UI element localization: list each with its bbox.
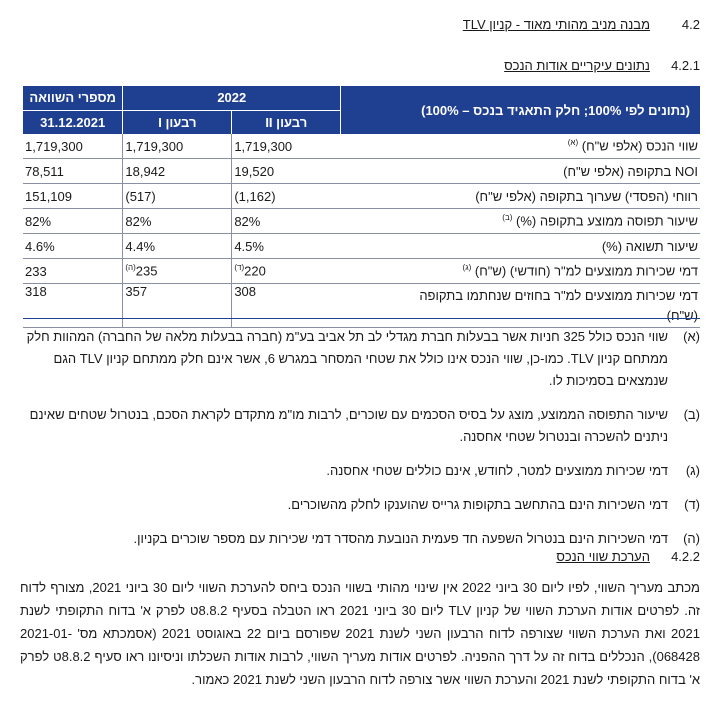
row-label: דמי שכירות ממוצעים למ"ר (חודשי) (ש"ח) $^{(ג)}$ (341, 259, 700, 284)
subsection-title-1: נתונים עיקריים אודות הנכס (504, 58, 650, 73)
footnote-mark: (ד) (684, 497, 700, 512)
footnote-ref: (ד) (234, 263, 245, 273)
cell-q1: 1,719,300 (123, 134, 232, 159)
row-label: שיעור תשואה (%) (341, 234, 700, 259)
section-title: מבנה מניב מהותי מאוד - קניון TLV (462, 17, 650, 32)
subsection-heading-2 (556, 549, 700, 564)
row-label: דמי שכירות ממוצעים למ"ר בחוזים שנחתמו בתקופה (ש"ח) (341, 284, 700, 328)
table-row (23, 209, 700, 234)
row-label: שווי הנכס (אלפי ש"ח) $^{(א)}$ (341, 134, 700, 159)
footnotes (20, 326, 700, 562)
footnote-ref: (ג) (462, 263, 472, 273)
cell-q1: $^{(ה)}$235 (123, 259, 232, 284)
footnote-mark: (ה) (683, 531, 700, 546)
footnote-mark: (א) (683, 329, 700, 344)
cell-q2: 82% (232, 209, 341, 234)
cell-q1: 4.4% (123, 234, 232, 259)
subsection-number-1: 4.2.1 (671, 58, 700, 73)
footnote-text: דמי שכירות ממוצעים למטר, לחודש, אינם כוללים שטחי אחסנה. (326, 463, 668, 478)
table-row-header: (נתונים לפי 100%; חלק התאגיד בנכס – 100%) (341, 86, 700, 134)
cell-q1: 18,942 (123, 159, 232, 184)
cell-q1: (517) (123, 184, 232, 209)
subsection-number-2: 4.2.2 (671, 549, 700, 564)
footnote-ref: (ה) (125, 263, 136, 273)
cell-compare: 233 (23, 259, 123, 284)
footnote (20, 404, 700, 448)
cell-q2: $^{(ד)}$220 (232, 259, 341, 284)
year-header: 2022 (123, 86, 341, 110)
footnote-ref: (ב) (502, 213, 513, 223)
col-date-header: 31.12.2021 (23, 110, 123, 134)
table-row (23, 259, 700, 284)
row-label: NOI בתקופה (אלפי ש"ח) (341, 159, 700, 184)
footnote-text: דמי השכירות הינם בנטרול השפעה חד פעמית הנובעת מהסדר דמי שכירות עם מספר שוכרים בקניון. (133, 531, 668, 546)
footnote-text: שווי הנכס כולל 325 חניות אשר בבעלות חברת מגדלי לב תל אביב בע"מ (חברה בבעלות מלאה של החברה) המהוות חלק ממתחם קניון TLV. כמו-כן, שווי הנכס אינו כולל את שטחי המסחר במגרש 6, אשר אינם חלק ממתחם קניון TLV הגם שנמצאים בסמיכות לו. (26, 329, 668, 388)
footnote-mark: (ב) (683, 407, 700, 422)
cell-compare: 4.6% (23, 234, 123, 259)
footnote (20, 494, 700, 516)
cell-q2: 1,719,300 (232, 134, 341, 159)
cell-compare: 318 (23, 284, 123, 328)
table-row (23, 159, 700, 184)
footnote-ref: (א) (567, 138, 579, 148)
section-heading (463, 17, 700, 32)
cell-q2: 4.5% (232, 234, 341, 259)
footnote (20, 460, 700, 482)
table-row (23, 134, 700, 159)
cell-q2: (1,162) (232, 184, 341, 209)
cell-compare: 78,511 (23, 159, 123, 184)
compare-header: מספרי השוואה (23, 86, 123, 110)
table-row (23, 184, 700, 209)
row-label: רווחי (הפסדי) שערוך בתקופה (אלפי ש"ח) (341, 184, 700, 209)
footnote (20, 326, 700, 392)
footnote-text: שיעור התפוסה הממוצע, מוצג על בסיס הסכמים עם שוכרים, לרבות מו"מ מתקדם לקראת הסכם, בנטרול שטחים שאינם ניתנים להשכרה ובנטרול שטחי אחסנה. (29, 407, 668, 444)
cell-q1: 357 (123, 284, 232, 328)
footnote-mark: (ג) (685, 463, 700, 478)
property-data-table (23, 86, 700, 328)
footnote (20, 528, 700, 550)
cell-compare: 82% (23, 209, 123, 234)
subsection-heading-1 (504, 58, 700, 73)
cell-q1: 82% (123, 209, 232, 234)
footnote-text: דמי השכירות הינם בהתחשב בתקופות גרייס שהוענקו לחלק מהשוכרים. (287, 497, 668, 512)
cell-compare: 151,109 (23, 184, 123, 209)
col-q2-header: רבעון II (232, 110, 341, 134)
table-row (23, 234, 700, 259)
table-row (23, 284, 700, 328)
cell-compare: 1,719,300 (23, 134, 123, 159)
table-bottom-rule (23, 318, 700, 319)
section-number: 4.2 (681, 17, 700, 32)
valuation-paragraph: מכתב מעריך השווי, לפיו ליום 30 ביוני 2022 אין שינוי מהותי בשווי הנכס ביחס להערכת השווי ליום 30 ביוני 2021, מצורף לדוח זה. לפרטים אודות הערכת השווי של קניון TLV ליום 30 ביוני 2021 ראו הטבלה בסעיף 8.8.2ט לפרק א' בדוח התקופתי לשנת 2021 ואת הערכת השווי שצורפה לדוח הרבעון השני לשנת 2021 שפורסם ביום 22 באוגוסט 2021 (אסמכתא מס' 2021-01-068428), הנכללים בדוח זה על דרך ההפניה. לפרטים אודות מעריך השווי, לרבות אודות השכלתו וניסיונו ראו סעיף 8.8.2ט לפרק א' בדוח התקופתי לשנת 2021 והערכת השווי אשר צורפה לדוח הרבעון השני לשנת 2021 כאמור. (20, 580, 700, 687)
subsection-title-2: הערכת שווי הנכס (556, 549, 650, 564)
row-label: שיעור תפוסה ממוצע בתקופה (%) $^{(ב)}$ (341, 209, 700, 234)
cell-q2: 19,520 (232, 159, 341, 184)
cell-q2: 308 (232, 284, 341, 328)
col-q1-header: רבעון I (123, 110, 232, 134)
